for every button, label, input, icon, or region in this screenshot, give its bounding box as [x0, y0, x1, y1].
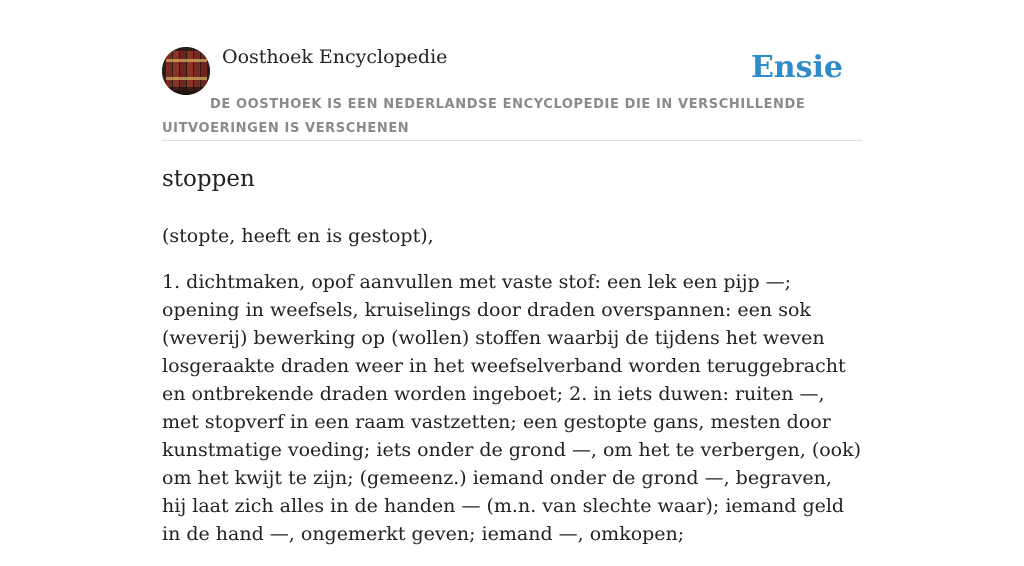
entry-content: [162, 160, 862, 566]
book-spines-icon: [162, 47, 210, 95]
encyclopedia-avatar[interactable]: [162, 47, 210, 95]
brand-logo-link[interactable]: Ensie: [750, 50, 843, 85]
entry-title: stoppen: [162, 166, 255, 192]
site-title-link[interactable]: Oosthoek Encyclopedie: [222, 46, 448, 68]
entry-definition: 1. dichtmaken, opof aanvullen met vaste stof: een lek een pijp —; opening in weefsels, kruiselings door draden overspannen: een sok (weverij) bewerking op (wollen) stoffen waarbij de tijdens het weven losgeraakte draden weer in het weefselverband worden teruggebracht en ontbrekende draden worden ingeboet; 2. in iets duwen: ruiten —, met stopverf in een raam vastzetten; een gestopte gans, mesten door kunstmatige voeding; iets onder de grond —, om het te verbergen, (ook) om het kwijt te zijn; (gemeenz.) iemand onder de grond —, begraven, hij laat zich alles in de handen — (m.n. van slechte waar); iemand geld in de hand —, ongemerkt geven; iemand —, omkopen;: [162, 271, 862, 545]
site-subtitle: DE OOSTHOEK IS EEN NEDERLANDSE ENCYCLOPEDIE DIE IN VERSCHILLENDE UITVOERINGEN IS VERSCHENEN: [162, 97, 806, 136]
entry-forms: (stopte, heeft en is gestopt),: [162, 225, 434, 247]
site-header: [162, 44, 862, 141]
